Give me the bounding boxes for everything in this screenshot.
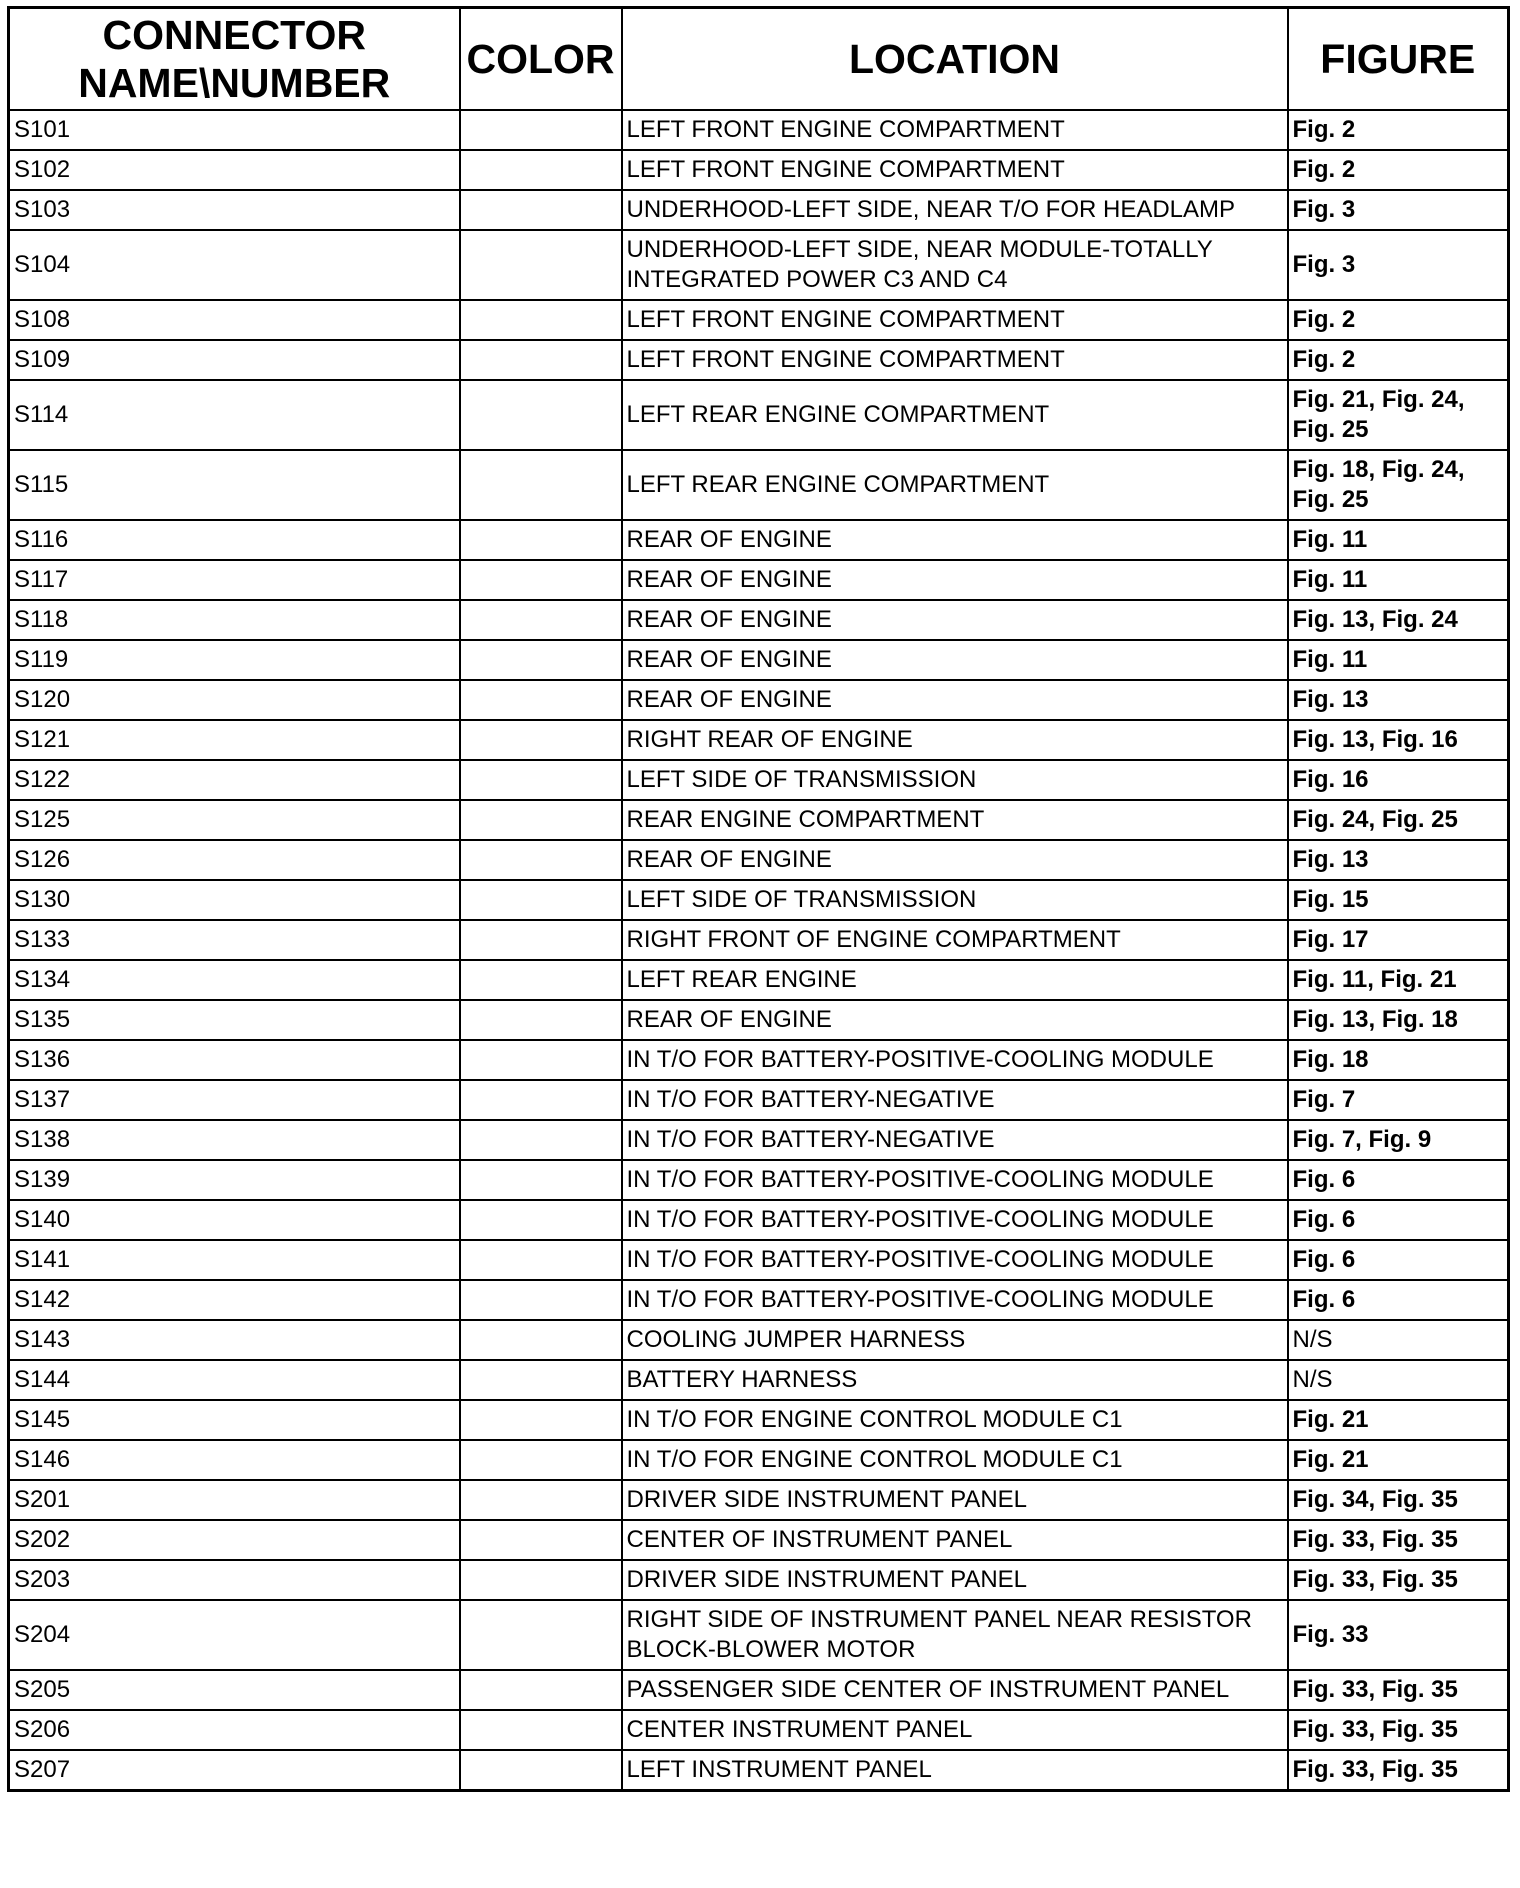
table-row xyxy=(9,1560,1509,1600)
color-cell xyxy=(460,1240,622,1280)
connector-name-cell: S146 xyxy=(9,1440,460,1480)
connector-name-cell: S108 xyxy=(9,300,460,340)
color-cell xyxy=(460,150,622,190)
figure-cell: Fig. 2 xyxy=(1288,150,1509,190)
figure-cell: Fig. 24, Fig. 25 xyxy=(1288,800,1509,840)
color-cell xyxy=(460,1120,622,1160)
connector-name-cell: S204 xyxy=(9,1600,460,1670)
figure-cell: Fig. 13 xyxy=(1288,840,1509,880)
figure-cell: Fig. 33, Fig. 35 xyxy=(1288,1750,1509,1791)
figure-cell: Fig. 2 xyxy=(1288,110,1509,150)
connector-name-cell: S126 xyxy=(9,840,460,880)
figure-cell: Fig. 13, Fig. 24 xyxy=(1288,600,1509,640)
color-cell xyxy=(460,760,622,800)
connector-name-cell: S117 xyxy=(9,560,460,600)
location-cell: RIGHT FRONT OF ENGINE COMPARTMENT xyxy=(622,920,1288,960)
location-cell: LEFT REAR ENGINE xyxy=(622,960,1288,1000)
connector-name-cell: S134 xyxy=(9,960,460,1000)
table-row xyxy=(9,190,1509,230)
table-row xyxy=(9,1670,1509,1710)
table-row xyxy=(9,1400,1509,1440)
connector-name-cell: S142 xyxy=(9,1280,460,1320)
connector-name-cell: S109 xyxy=(9,340,460,380)
connector-name-cell: S141 xyxy=(9,1240,460,1280)
color-cell xyxy=(460,640,622,680)
connector-name-cell: S201 xyxy=(9,1480,460,1520)
header-figure: FIGURE xyxy=(1288,8,1509,111)
table-row xyxy=(9,1710,1509,1750)
color-cell xyxy=(460,1560,622,1600)
connector-name-cell: S202 xyxy=(9,1520,460,1560)
table-row xyxy=(9,1120,1509,1160)
connector-table xyxy=(7,6,1510,1792)
figure-cell: Fig. 18, Fig. 24, Fig. 25 xyxy=(1288,450,1509,520)
table-row xyxy=(9,800,1509,840)
table-row xyxy=(9,960,1509,1000)
table-row xyxy=(9,1200,1509,1240)
color-cell xyxy=(460,1710,622,1750)
connector-name-cell: S133 xyxy=(9,920,460,960)
color-cell xyxy=(460,1670,622,1710)
figure-cell: Fig. 13, Fig. 16 xyxy=(1288,720,1509,760)
color-cell xyxy=(460,840,622,880)
figure-cell: Fig. 13, Fig. 18 xyxy=(1288,1000,1509,1040)
figure-cell: Fig. 33 xyxy=(1288,1600,1509,1670)
color-cell xyxy=(460,450,622,520)
connector-name-cell: S135 xyxy=(9,1000,460,1040)
header-location: LOCATION xyxy=(622,8,1288,111)
connector-name-cell: S120 xyxy=(9,680,460,720)
figure-cell: Fig. 11 xyxy=(1288,520,1509,560)
location-cell: CENTER OF INSTRUMENT PANEL xyxy=(622,1520,1288,1560)
connector-name-cell: S101 xyxy=(9,110,460,150)
connector-name-cell: S207 xyxy=(9,1750,460,1791)
figure-cell: Fig. 7 xyxy=(1288,1080,1509,1120)
color-cell xyxy=(460,1080,622,1120)
connector-name-cell: S121 xyxy=(9,720,460,760)
color-cell xyxy=(460,1520,622,1560)
color-cell xyxy=(460,1000,622,1040)
location-cell: REAR OF ENGINE xyxy=(622,520,1288,560)
color-cell xyxy=(460,1280,622,1320)
table-row xyxy=(9,1280,1509,1320)
location-cell: DRIVER SIDE INSTRUMENT PANEL xyxy=(622,1560,1288,1600)
figure-cell: Fig. 33, Fig. 35 xyxy=(1288,1560,1509,1600)
location-cell: LEFT FRONT ENGINE COMPARTMENT xyxy=(622,150,1288,190)
color-cell xyxy=(460,380,622,450)
location-cell: REAR OF ENGINE xyxy=(622,560,1288,600)
location-cell: IN T/O FOR BATTERY-POSITIVE-COOLING MODULE xyxy=(622,1280,1288,1320)
figure-cell: Fig. 6 xyxy=(1288,1280,1509,1320)
table-row xyxy=(9,600,1509,640)
table-row xyxy=(9,680,1509,720)
header-connector xyxy=(9,8,460,111)
connector-name-cell: S145 xyxy=(9,1400,460,1440)
figure-cell: Fig. 11 xyxy=(1288,560,1509,600)
table-row xyxy=(9,920,1509,960)
connector-name-cell: S203 xyxy=(9,1560,460,1600)
connector-name-cell: S104 xyxy=(9,230,460,300)
location-cell: RIGHT SIDE OF INSTRUMENT PANEL NEAR RESISTOR BLOCK-BLOWER MOTOR xyxy=(622,1600,1288,1670)
table-row xyxy=(9,640,1509,680)
figure-cell: Fig. 33, Fig. 35 xyxy=(1288,1520,1509,1560)
connector-name-cell: S125 xyxy=(9,800,460,840)
table-row xyxy=(9,110,1509,150)
header-row xyxy=(9,8,1509,111)
figure-cell: Fig. 33, Fig. 35 xyxy=(1288,1670,1509,1710)
table-row xyxy=(9,720,1509,760)
location-cell: REAR ENGINE COMPARTMENT xyxy=(622,800,1288,840)
location-cell: LEFT FRONT ENGINE COMPARTMENT xyxy=(622,110,1288,150)
figure-cell: Fig. 21, Fig. 24, Fig. 25 xyxy=(1288,380,1509,450)
table-row xyxy=(9,1160,1509,1200)
figure-cell: Fig. 6 xyxy=(1288,1160,1509,1200)
table-row xyxy=(9,1480,1509,1520)
color-cell xyxy=(460,110,622,150)
connector-name-cell: S136 xyxy=(9,1040,460,1080)
figure-cell: Fig. 21 xyxy=(1288,1400,1509,1440)
figure-cell: Fig. 3 xyxy=(1288,190,1509,230)
location-cell: DRIVER SIDE INSTRUMENT PANEL xyxy=(622,1480,1288,1520)
location-cell: LEFT REAR ENGINE COMPARTMENT xyxy=(622,380,1288,450)
table-row xyxy=(9,1600,1509,1670)
color-cell xyxy=(460,1400,622,1440)
table-row xyxy=(9,1000,1509,1040)
connector-name-cell: S206 xyxy=(9,1710,460,1750)
location-cell: IN T/O FOR ENGINE CONTROL MODULE C1 xyxy=(622,1400,1288,1440)
location-cell: LEFT FRONT ENGINE COMPARTMENT xyxy=(622,340,1288,380)
location-cell: LEFT INSTRUMENT PANEL xyxy=(622,1750,1288,1791)
color-cell xyxy=(460,1440,622,1480)
figure-cell: Fig. 2 xyxy=(1288,340,1509,380)
location-cell: LEFT FRONT ENGINE COMPARTMENT xyxy=(622,300,1288,340)
location-cell: IN T/O FOR BATTERY-POSITIVE-COOLING MODULE xyxy=(622,1240,1288,1280)
color-cell xyxy=(460,340,622,380)
location-cell: BATTERY HARNESS xyxy=(622,1360,1288,1400)
connector-name-cell: S205 xyxy=(9,1670,460,1710)
color-cell xyxy=(460,600,622,640)
location-cell: IN T/O FOR BATTERY-POSITIVE-COOLING MODULE xyxy=(622,1160,1288,1200)
color-cell xyxy=(460,920,622,960)
connector-name-cell: S144 xyxy=(9,1360,460,1400)
connector-name-cell: S102 xyxy=(9,150,460,190)
figure-cell: Fig. 34, Fig. 35 xyxy=(1288,1480,1509,1520)
connector-name-cell: S122 xyxy=(9,760,460,800)
connector-name-cell: S140 xyxy=(9,1200,460,1240)
figure-cell: Fig. 6 xyxy=(1288,1200,1509,1240)
table-row xyxy=(9,1520,1509,1560)
figure-cell: N/S xyxy=(1288,1320,1509,1360)
table-row xyxy=(9,230,1509,300)
location-cell: CENTER INSTRUMENT PANEL xyxy=(622,1710,1288,1750)
table-row xyxy=(9,560,1509,600)
color-cell xyxy=(460,680,622,720)
figure-cell: Fig. 33, Fig. 35 xyxy=(1288,1710,1509,1750)
figure-cell: Fig. 2 xyxy=(1288,300,1509,340)
table-row xyxy=(9,1440,1509,1480)
table-row xyxy=(9,150,1509,190)
connector-name-cell: S143 xyxy=(9,1320,460,1360)
location-cell: IN T/O FOR BATTERY-NEGATIVE xyxy=(622,1080,1288,1120)
location-cell: REAR OF ENGINE xyxy=(622,1000,1288,1040)
connector-name-cell: S118 xyxy=(9,600,460,640)
table-row xyxy=(9,1080,1509,1120)
table-row xyxy=(9,880,1509,920)
location-cell: REAR OF ENGINE xyxy=(622,840,1288,880)
figure-cell: Fig. 3 xyxy=(1288,230,1509,300)
color-cell xyxy=(460,1750,622,1791)
color-cell xyxy=(460,1320,622,1360)
location-cell: PASSENGER SIDE CENTER OF INSTRUMENT PANEL xyxy=(622,1670,1288,1710)
figure-cell: Fig. 15 xyxy=(1288,880,1509,920)
connector-name-cell: S119 xyxy=(9,640,460,680)
figure-cell: Fig. 17 xyxy=(1288,920,1509,960)
table-row xyxy=(9,1040,1509,1080)
figure-cell: Fig. 18 xyxy=(1288,1040,1509,1080)
connector-name-cell: S116 xyxy=(9,520,460,560)
header-connector-line2: NAME\NUMBER xyxy=(78,60,391,106)
figure-cell: Fig. 21 xyxy=(1288,1440,1509,1480)
color-cell xyxy=(460,720,622,760)
location-cell: IN T/O FOR BATTERY-POSITIVE-COOLING MODULE xyxy=(622,1200,1288,1240)
location-cell: REAR OF ENGINE xyxy=(622,640,1288,680)
connector-name-cell: S137 xyxy=(9,1080,460,1120)
header-connector-line1: CONNECTOR xyxy=(102,12,366,58)
table-header xyxy=(9,8,1509,111)
figure-cell: Fig. 7, Fig. 9 xyxy=(1288,1120,1509,1160)
location-cell: IN T/O FOR BATTERY-POSITIVE-COOLING MODULE xyxy=(622,1040,1288,1080)
figure-cell: Fig. 6 xyxy=(1288,1240,1509,1280)
figure-cell: Fig. 13 xyxy=(1288,680,1509,720)
color-cell xyxy=(460,520,622,560)
table-row xyxy=(9,380,1509,450)
connector-name-cell: S114 xyxy=(9,380,460,450)
location-cell: REAR OF ENGINE xyxy=(622,600,1288,640)
color-cell xyxy=(460,190,622,230)
color-cell xyxy=(460,1160,622,1200)
connector-location-sheet xyxy=(7,6,1507,1792)
color-cell xyxy=(460,800,622,840)
color-cell xyxy=(460,1200,622,1240)
table-row xyxy=(9,1360,1509,1400)
table-row xyxy=(9,1320,1509,1360)
location-cell: LEFT SIDE OF TRANSMISSION xyxy=(622,880,1288,920)
table-row xyxy=(9,300,1509,340)
color-cell xyxy=(460,560,622,600)
connector-name-cell: S138 xyxy=(9,1120,460,1160)
figure-cell: N/S xyxy=(1288,1360,1509,1400)
table-row xyxy=(9,840,1509,880)
color-cell xyxy=(460,300,622,340)
location-cell: LEFT REAR ENGINE COMPARTMENT xyxy=(622,450,1288,520)
location-cell: IN T/O FOR BATTERY-NEGATIVE xyxy=(622,1120,1288,1160)
connector-name-cell: S130 xyxy=(9,880,460,920)
connector-name-cell: S139 xyxy=(9,1160,460,1200)
table-row xyxy=(9,450,1509,520)
location-cell: REAR OF ENGINE xyxy=(622,680,1288,720)
location-cell: IN T/O FOR ENGINE CONTROL MODULE C1 xyxy=(622,1440,1288,1480)
figure-cell: Fig. 16 xyxy=(1288,760,1509,800)
color-cell xyxy=(460,1040,622,1080)
color-cell xyxy=(460,1480,622,1520)
table-row xyxy=(9,760,1509,800)
table-body xyxy=(9,110,1509,1791)
table-row xyxy=(9,1750,1509,1791)
header-color: COLOR xyxy=(460,8,622,111)
table-row xyxy=(9,1240,1509,1280)
connector-name-cell: S103 xyxy=(9,190,460,230)
location-cell: UNDERHOOD-LEFT SIDE, NEAR T/O FOR HEADLAMP xyxy=(622,190,1288,230)
figure-cell: Fig. 11, Fig. 21 xyxy=(1288,960,1509,1000)
location-cell: LEFT SIDE OF TRANSMISSION xyxy=(622,760,1288,800)
color-cell xyxy=(460,1360,622,1400)
figure-cell: Fig. 11 xyxy=(1288,640,1509,680)
location-cell: UNDERHOOD-LEFT SIDE, NEAR MODULE-TOTALLY INTEGRATED POWER C3 AND C4 xyxy=(622,230,1288,300)
table-row xyxy=(9,340,1509,380)
connector-name-cell: S115 xyxy=(9,450,460,520)
color-cell xyxy=(460,960,622,1000)
table-row xyxy=(9,520,1509,560)
color-cell xyxy=(460,880,622,920)
location-cell: RIGHT REAR OF ENGINE xyxy=(622,720,1288,760)
color-cell xyxy=(460,230,622,300)
location-cell: COOLING JUMPER HARNESS xyxy=(622,1320,1288,1360)
color-cell xyxy=(460,1600,622,1670)
